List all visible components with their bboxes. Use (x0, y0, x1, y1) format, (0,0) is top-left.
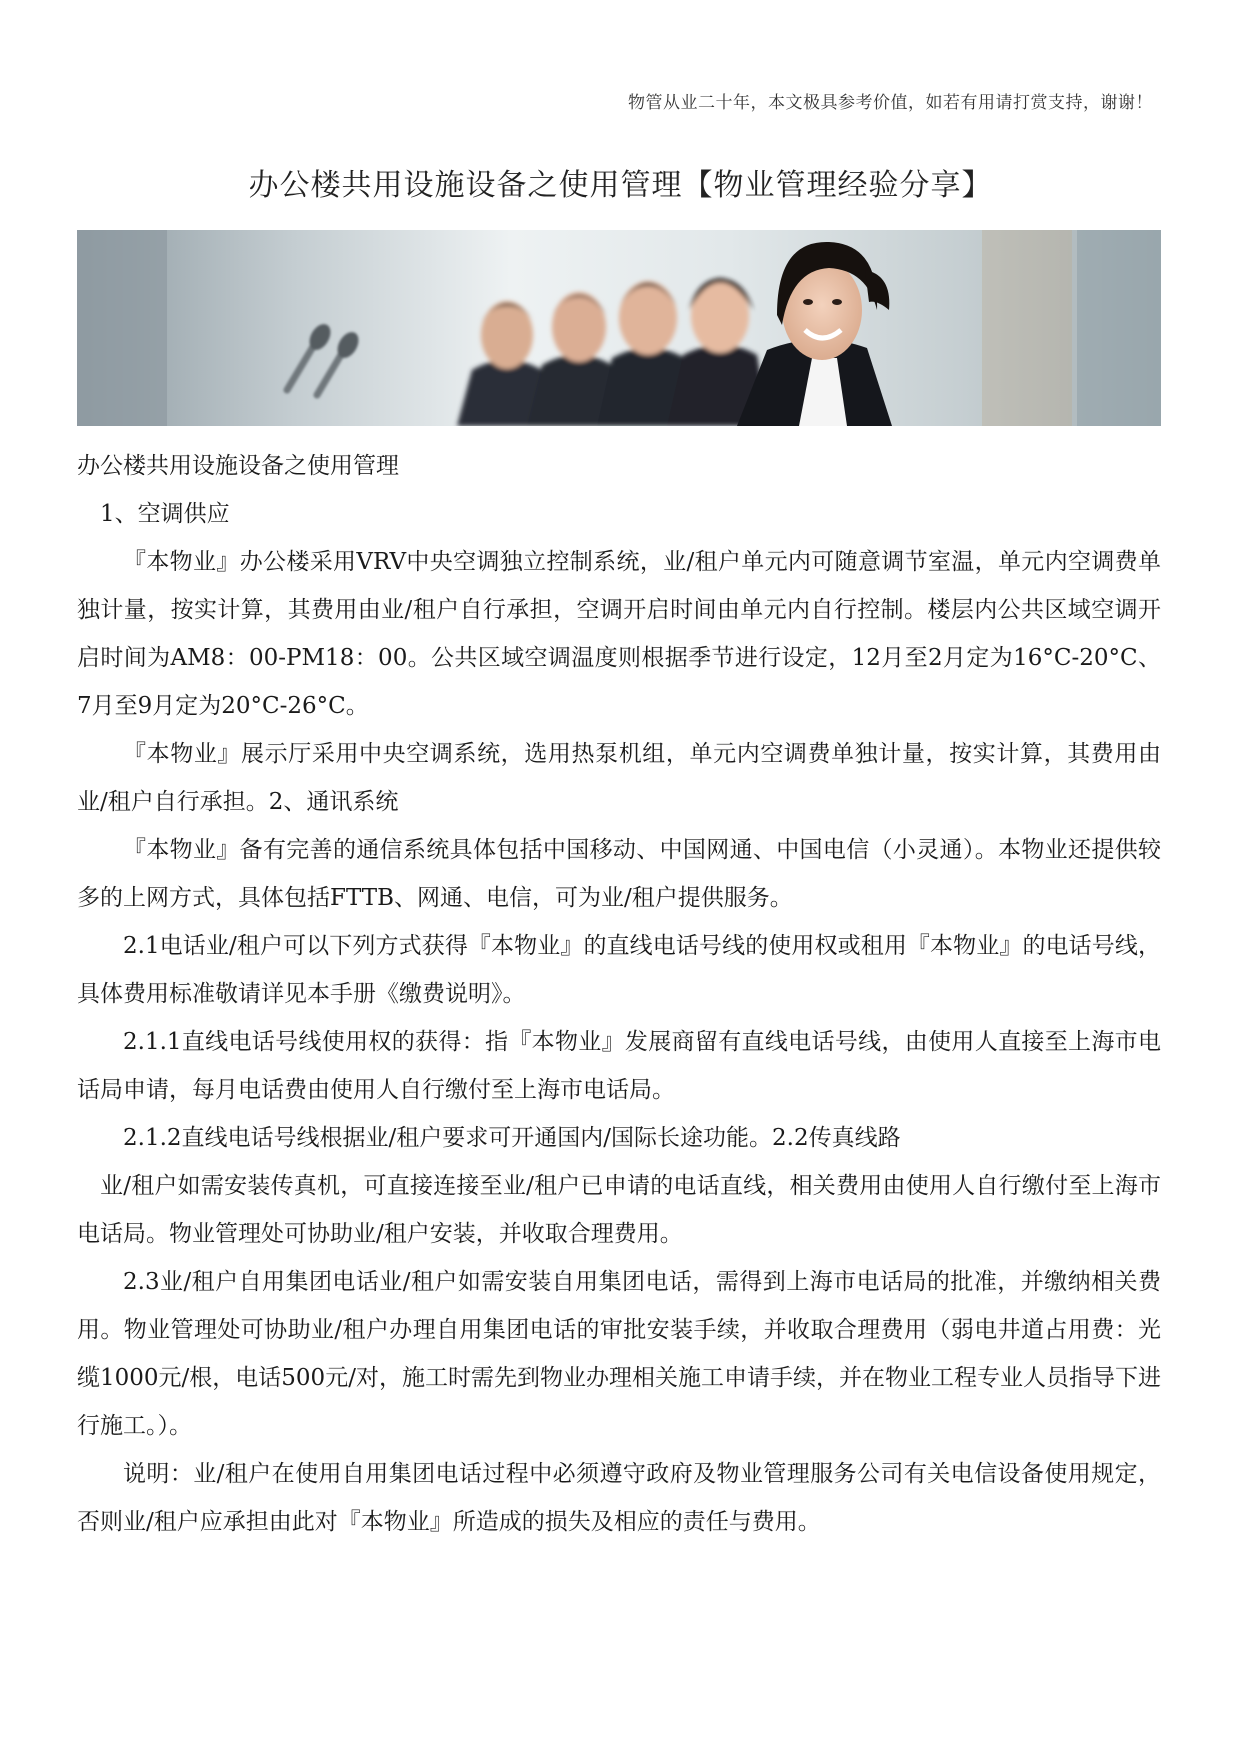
paragraph: 业/租户如需安装传真机，可直接连接至业/租户已申请的电话直线，相关费用由使用人自行缴付至上海市电话局。物业管理处可协助业/租户安装，并收取合理费用。 (77, 1173, 1161, 1247)
paragraph: 2.1.2直线电话号线根据业/租户要求可开通国内/国际长途功能。2.2传真线路 (123, 1125, 901, 1151)
paragraph: 2.1.1直线电话号线使用权的获得：指『本物业』发展商留有直线电话号线，由使用人直接至上海市电话局申请，每月电话费由使用人自行缴付至上海市电话局。 (77, 1029, 1161, 1103)
paragraph: 说明：业/租户在使用自用集团电话过程中必须遵守政府及物业管理服务公司有关电信设备使用规定，否则业/租户应承担由此对『本物业』所造成的损失及相应的责任与费用。 (77, 1461, 1161, 1535)
section-heading: 1、空调供应 (100, 501, 230, 527)
paragraph: 2.1电话业/租户可以下列方式获得『本物业』的直线电话号线的使用权或租用『本物业』的电话号线，具体费用标准敬请详见本手册《缴费说明》。 (77, 933, 1161, 1007)
section-subtitle: 办公楼共用设施设备之使用管理 (77, 453, 399, 479)
paragraph: 2.3业/租户自用集团电话业/租户如需安装自用集团电话，需得到上海市电话局的批准，并缴纳相关费用。物业管理处可协助业/租户办理自用集团电话的审批安装手续，并收取合理费用（弱电井道占用费：光缆1000元/根，电话500元/对，施工时需先到物业办理相关施工申请手续，并在物业工程专业人员指导下进行施工。）。 (77, 1269, 1161, 1439)
paragraph: 『本物业』展示厅采用中央空调系统，选用热泵机组，单元内空调费单独计量，按实计算，其费用由业/租户自行承担。2、通讯系统 (77, 741, 1161, 815)
paragraph: 『本物业』备有完善的通信系统具体包括中国移动、中国网通、中国电信（小灵通）。本物业还提供较多的上网方式，具体包括FTTB、网通、电信，可为业/租户提供服务。 (77, 837, 1161, 911)
paragraph: 『本物业』办公楼采用VRV中央空调独立控制系统，业/租户单元内可随意调节室温，单元内空调费单独计量，按实计算，其费用由业/租户自行承担，空调开启时间由单元内自行控制。楼层内公共区域空调开启时间为AM8：00-PM18：00。公共区域空调温度则根据季节进行设定，12月至2月定为16°C-20°C、7月至9月定为20°C-26°C。 (77, 549, 1161, 719)
header-note: 物管从业二十年，本文极具参考价值，如若有用请打赏支持，谢谢！ (628, 93, 1153, 113)
business-team-photo (77, 230, 1161, 426)
document-body (77, 442, 1161, 1546)
page-title: 办公楼共用设施设备之使用管理【物业管理经验分享】 (248, 168, 993, 203)
banner-image (77, 230, 1161, 426)
